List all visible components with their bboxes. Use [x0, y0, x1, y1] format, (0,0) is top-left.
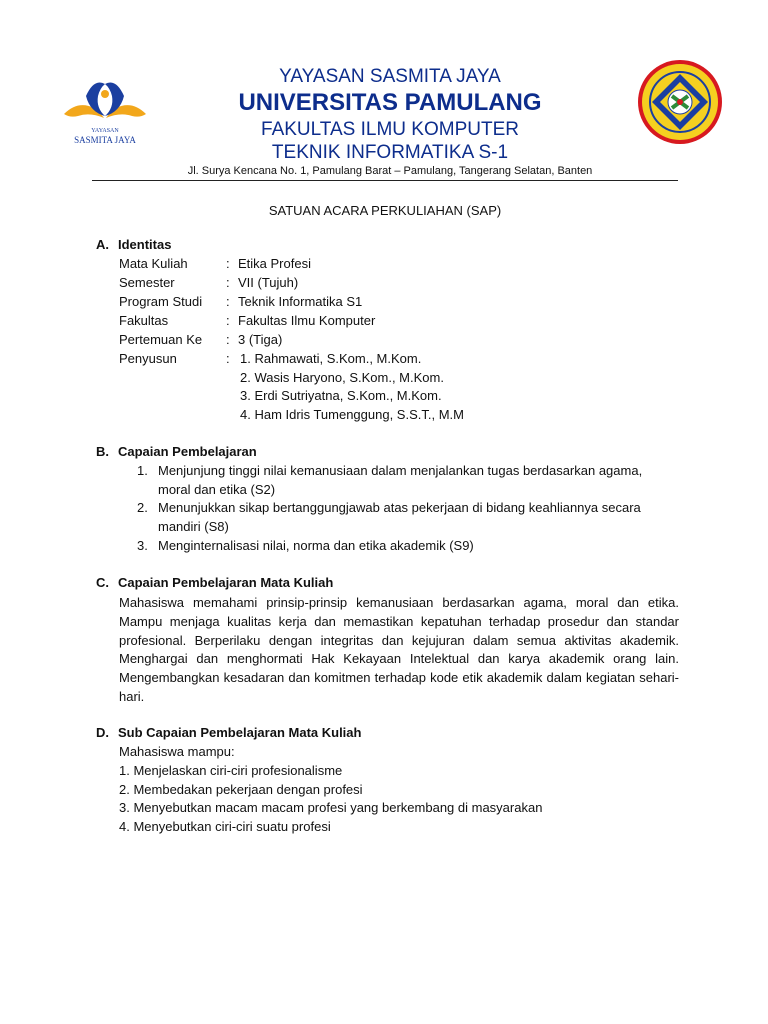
identity-value: Teknik Informatika S1	[238, 294, 363, 309]
section-letter: A.	[96, 237, 109, 252]
identity-label: Pertemuan Ke	[119, 332, 203, 347]
sasmita-jaya-logo	[60, 74, 150, 154]
identity-label: Penyusun	[119, 351, 177, 366]
header-divider	[92, 180, 678, 181]
section-d-heading	[96, 725, 361, 740]
section-title: Capaian Pembelajaran	[118, 444, 257, 459]
document-title: SATUAN ACARA PERKULIAHAN (SAP)	[268, 203, 502, 218]
outcome-number: 3.	[137, 538, 148, 553]
address-line: Jl. Surya Kencana No. 1, Pamulang Barat – Pamulang, Tangerang Selatan, Banten	[187, 165, 593, 177]
identity-separator: :	[226, 256, 230, 271]
university-name: UNIVERSITAS PAMULANG	[238, 89, 542, 116]
outcome-text: moral dan etika (S2)	[158, 482, 276, 497]
outcome-number: 2.	[137, 500, 148, 515]
sub-outcome-item: 1. Menjelaskan ciri-ciri profesionalisme	[119, 763, 343, 778]
university-seal-logo	[636, 58, 724, 146]
program-name: TEKNIK INFORMATIKA S-1	[271, 142, 509, 163]
section-title: Capaian Pembelajaran Mata Kuliah	[118, 575, 334, 590]
author-item: 2. Wasis Haryono, S.Kom., M.Kom.	[240, 370, 444, 385]
identity-label: Fakultas	[119, 313, 169, 328]
identity-separator: :	[226, 275, 230, 290]
identity-label: Semester	[119, 275, 175, 290]
foundation-name: YAYASAN SASMITA JAYA	[279, 66, 501, 87]
faculty-name: FAKULTAS ILMU KOMPUTER	[261, 119, 519, 140]
section-letter: D.	[96, 725, 109, 740]
outcome-text: mandiri (S8)	[158, 519, 229, 534]
outcome-number: 1.	[137, 463, 148, 478]
sub-outcome-item: 2. Membedakan pekerjaan dengan profesi	[119, 782, 363, 797]
identity-label: Mata Kuliah	[119, 256, 188, 271]
section-a-heading	[96, 237, 171, 252]
sub-outcome-item: 4. Menyebutkan ciri-ciri suatu profesi	[119, 819, 331, 834]
course-outcome-paragraph: Mahasiswa memahami prinsip-prinsip kemanusiaan berdasarkan agama, moral dan etika. Mampu menjaga kualitas kerja dan memastikan kepatuhan terhadap prosedur dan standar profesional. Berperilaku dengan integritas dan kejujuran dalam semua aktivitas akademik. Menghargai dan menghormati Hak Kekayaan Intelektual dan karya akademik orang lain. Mengembangkan kesadaran dan komitmen terhadap kode etik akademik dalam kegiatan sehari-hari.	[119, 595, 679, 704]
sub-outcome-intro: Mahasiswa mampu:	[119, 744, 235, 759]
identity-value: Fakultas Ilmu Komputer	[238, 313, 376, 328]
section-letter: C.	[96, 575, 109, 590]
section-c-heading	[96, 575, 333, 590]
author-item: 3. Erdi Sutriyatna, S.Kom., M.Kom.	[240, 388, 442, 403]
section-title: Identitas	[118, 237, 172, 252]
identity-value: 3 (Tiga)	[238, 332, 283, 347]
author-item: 4. Ham Idris Tumenggung, S.S.T., M.M	[240, 407, 464, 422]
identity-separator: :	[226, 294, 230, 309]
identity-label: Program Studi	[119, 294, 203, 309]
identity-value: Etika Profesi	[238, 256, 311, 271]
identity-separator: :	[226, 313, 230, 328]
section-b-heading	[96, 444, 257, 459]
logo-small-text: YAYASAN	[91, 128, 119, 134]
identity-separator: :	[226, 351, 230, 366]
identity-separator: :	[226, 332, 230, 347]
logo-name-text: SASMITA JAYA	[74, 135, 136, 145]
section-title: Sub Capaian Pembelajaran Mata Kuliah	[118, 725, 362, 740]
author-item: 1. Rahmawati, S.Kom., M.Kom.	[240, 351, 422, 366]
section-letter: B.	[96, 444, 109, 459]
identity-value: VII (Tujuh)	[238, 275, 299, 290]
outcome-text: Menginternalisasi nilai, norma dan etika akademik (S9)	[158, 538, 474, 553]
outcome-text: Menjunjung tinggi nilai kemanusiaan dalam menjalankan tugas berdasarkan agama,	[158, 463, 643, 478]
sub-outcome-item: 3. Menyebutkan macam macam profesi yang berkembang di masyarakan	[119, 800, 543, 815]
outcome-text: Menunjukkan sikap bertanggungjawab atas pekerjaan di bidang keahliannya secara	[158, 500, 641, 515]
